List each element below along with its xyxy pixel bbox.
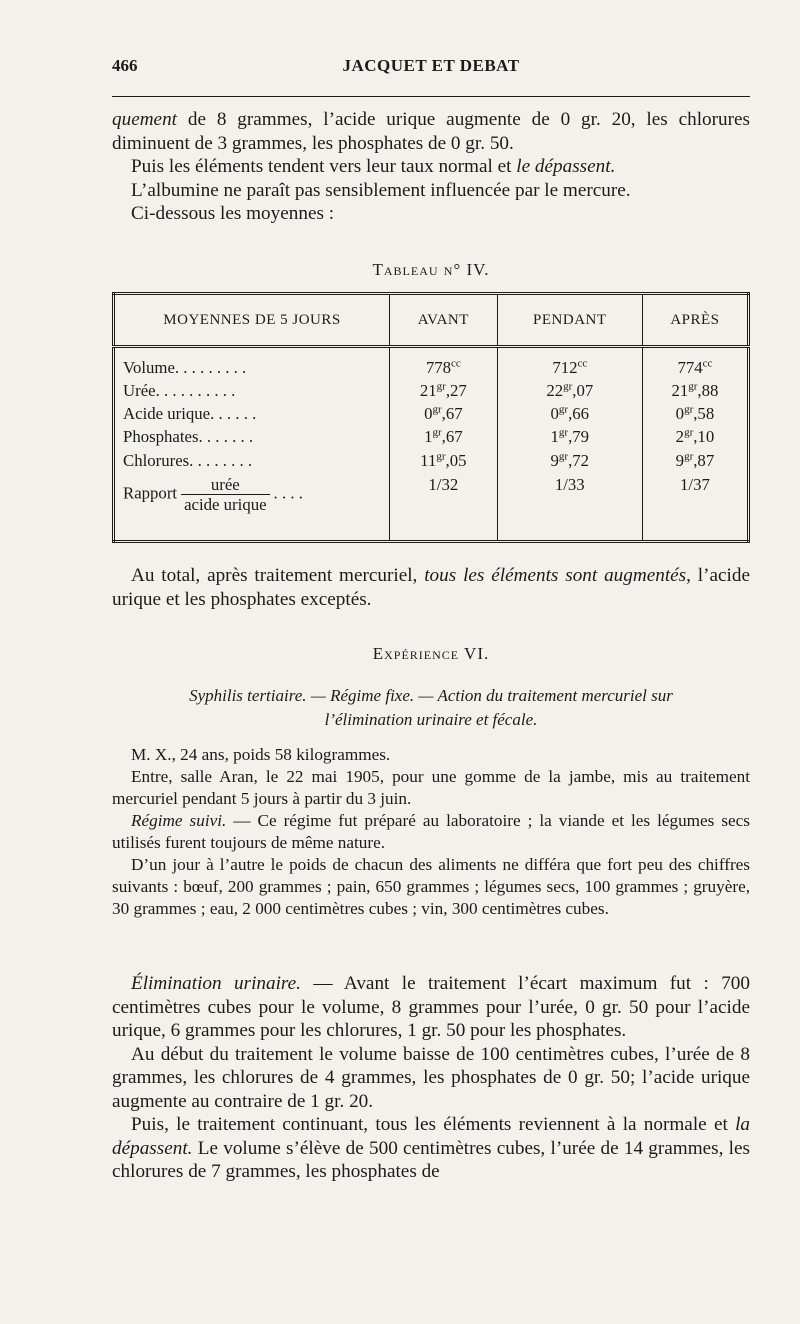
text-run: — Avant le traitement l’écart maximum fut : 700 centimètres cubes pour le volume, 8 grammes pour l’urée, 0 gr. 50 pour l’acide urique, 6 grammes pour les chlorures, 1 gr. 50 pour les phosphates.	[112, 973, 750, 1041]
value-unit: gr	[684, 403, 694, 416]
patient-paragraph	[112, 854, 750, 920]
value-int: 22	[546, 381, 564, 401]
value-dec: ,88	[697, 381, 719, 401]
ratio-label: Rapport	[123, 483, 178, 503]
ratio-dots: . . . .	[273, 483, 303, 503]
text-run: Au début du traitement le volume baisse de 100 centimètres cubes, l’urée de 8 grammes, les chlorures de 4 grammes, les phosphates de 0 gr. 50; l’acide urique augmente au contraire de 1 gr. 20.	[112, 1043, 750, 1112]
value-int: 2	[675, 427, 685, 447]
value-dec: ,72	[568, 450, 590, 470]
averages-table	[112, 292, 750, 543]
table-title-block	[112, 258, 750, 282]
caption-line: l’élimination urinaire et fécale.	[324, 709, 538, 729]
cell-pendant: 1/33	[497, 471, 642, 542]
text-run: Puis les éléments tendent vers leur taux normal et	[131, 156, 517, 177]
cell-apres	[642, 424, 748, 447]
header-rule	[112, 96, 750, 97]
value-dec: ,07	[572, 381, 594, 401]
elimination-section	[112, 972, 750, 1184]
ratio-numerator: urée	[181, 475, 269, 495]
page-header	[112, 56, 750, 84]
value-int: 9	[675, 450, 685, 470]
cell-apres: 1/37	[642, 471, 748, 542]
elimination-paragraph	[112, 1043, 750, 1114]
value-dec: ,79	[568, 427, 590, 447]
value-unit: gr	[684, 426, 694, 439]
table-row	[114, 447, 749, 470]
value-unit: gr	[688, 380, 698, 393]
cell-avant	[390, 401, 498, 424]
value-int: 0	[550, 404, 559, 424]
value-unit: cc	[577, 357, 588, 370]
value-int: 0	[675, 404, 685, 424]
text-block-top	[112, 108, 750, 226]
column-header: AVANT	[390, 294, 498, 347]
value-unit: cc	[702, 357, 713, 370]
value-dec: ,58	[693, 404, 715, 424]
patient-paragraph	[112, 810, 750, 854]
cell-apres	[642, 378, 748, 401]
column-header: APRÈS	[642, 294, 748, 347]
patient-paragraph	[112, 766, 750, 810]
table-row-ratio	[114, 471, 749, 542]
cell-avant	[390, 378, 498, 401]
value-int: 778	[425, 357, 452, 377]
italic-run: la dépassent.	[112, 1114, 750, 1159]
text-run: , l’acide urique et les phosphates exceptés.	[112, 565, 750, 610]
value-unit: cc	[451, 357, 461, 370]
value-dec: ,27	[445, 381, 467, 401]
table-row	[114, 424, 749, 447]
value-int: 11	[420, 450, 437, 470]
running-head: JACQUET ET DEBAT	[342, 56, 520, 75]
page-number: 466	[112, 56, 138, 75]
table-row	[114, 378, 749, 401]
row-label: Urée. . . . . . . . . .	[123, 381, 236, 401]
text-run: Puis, le traitement continuant, tous les éléments reviennent à la normale et	[131, 1114, 736, 1135]
italic-run: Régime suivi.	[131, 811, 227, 830]
ratio-fraction	[181, 475, 269, 514]
cell-apres	[642, 447, 748, 470]
text-run: de 8 grammes, l’acide urique augmente de 0 gr. 20, les chlorures diminuent de 3 grammes, les phosphates de 0 gr. 50.	[112, 109, 750, 154]
experiment-heading	[112, 642, 750, 732]
italic-run: Élimination urinaire.	[131, 973, 301, 994]
intro-paragraph	[112, 155, 750, 179]
intro-paragraph	[112, 202, 750, 226]
row-label: Phosphates. . . . . . .	[123, 427, 254, 447]
table-header-row	[114, 294, 749, 347]
text-run: L’albumine ne paraît pas sensiblement influencée par le mercure.	[131, 179, 631, 201]
experiment-caption	[112, 684, 750, 732]
italic-run: tous les éléments sont augmentés	[424, 565, 687, 586]
value-unit: gr	[436, 380, 446, 393]
text-run: D’un jour à l’autre le poids de chacun des aliments ne différa que fort peu des chiffres suivants : bœuf, 200 grammes ; pain, 650 grammes ; légumes secs, 100 grammes ; gruyère, 30 grammes ; eau, 2 000 centimètres cubes ; vin, 300 centimètres cubes.	[112, 855, 750, 918]
value-int: 1	[424, 427, 433, 447]
summary-paragraph	[112, 564, 750, 611]
value-unit: gr	[436, 450, 446, 463]
elimination-paragraph	[112, 1113, 750, 1184]
cell-pendant	[497, 401, 642, 424]
text-run: M. X., 24 ans, poids 58 kilogrammes.	[131, 745, 391, 764]
value-int: 1	[550, 427, 559, 447]
value-unit: gr	[432, 426, 442, 439]
table-title: Tableau n° IV.	[372, 260, 490, 279]
patient-paragraph	[112, 744, 750, 766]
value-unit: gr	[558, 426, 569, 439]
experiment-title: Expérience VI.	[372, 644, 490, 663]
cell-avant	[390, 447, 498, 470]
text-run: Ci-dessous les moyennes :	[131, 203, 335, 224]
value-int: 0	[424, 404, 433, 424]
value-int: 21	[419, 381, 437, 401]
italic-run: le dépassent.	[516, 156, 616, 177]
cell-pendant	[497, 424, 642, 447]
value-int: 9	[550, 450, 559, 470]
intro-paragraph	[112, 108, 750, 155]
elimination-paragraph	[112, 972, 750, 1043]
table-row	[114, 347, 749, 378]
cell-avant	[390, 424, 498, 447]
cell-pendant	[497, 447, 642, 470]
column-header: MOYENNES DE 5 JOURS	[114, 294, 390, 347]
patient-section	[112, 744, 750, 920]
row-label: Volume. . . . . . . . .	[123, 357, 247, 377]
cell-avant	[390, 347, 498, 378]
value-int: 21	[671, 381, 689, 401]
value-unit: gr	[563, 380, 573, 393]
row-label: Chlorures. . . . . . . .	[123, 450, 253, 470]
value-unit: gr	[432, 403, 442, 416]
row-label: Acide urique. . . . . .	[123, 404, 257, 424]
value-unit: gr	[558, 450, 569, 463]
cell-apres	[642, 347, 748, 378]
text-run: — Ce régime fut préparé au laboratoire ; la viande et les légumes secs utilisés furent toujours de même nature.	[112, 811, 750, 852]
cell-avant: 1/32	[390, 471, 498, 542]
cell-apres	[642, 401, 748, 424]
value-int: 774	[677, 357, 703, 377]
ratio-denominator: acide urique	[184, 494, 267, 514]
value-dec: ,87	[693, 450, 715, 470]
caption-line: Syphilis tertiaire. — Régime fixe. — Action du traitement mercuriel sur	[189, 685, 673, 705]
value-unit: gr	[684, 450, 694, 463]
value-unit: gr	[558, 403, 569, 416]
value-dec: ,10	[693, 427, 715, 447]
value-int: 712	[552, 357, 578, 377]
table-row	[114, 401, 749, 424]
value-dec: ,67	[441, 404, 463, 424]
intro-paragraph	[112, 179, 750, 203]
column-header: PENDANT	[497, 294, 642, 347]
value-dec: ,67	[441, 427, 463, 447]
text-run: Le volume s’élève de 500 centimètres cubes, l’urée de 14 grammes, les chlorures de 7 grammes, les phosphates de	[112, 1137, 750, 1182]
text-run: Entre, salle Aran, le 22 mai 1905, pour une gomme de la jambe, mis au traitement mercuriel pendant 5 jours à partir du 3 juin.	[112, 767, 750, 808]
text-run: Au total, après traitement mercuriel,	[131, 565, 425, 586]
text-block-middle	[112, 564, 750, 611]
cell-pendant	[497, 378, 642, 401]
value-dec: ,05	[445, 450, 467, 470]
value-dec: ,66	[568, 404, 590, 424]
row-label-ratio	[114, 471, 390, 542]
cell-pendant	[497, 347, 642, 378]
italic-run: quement	[112, 109, 178, 130]
